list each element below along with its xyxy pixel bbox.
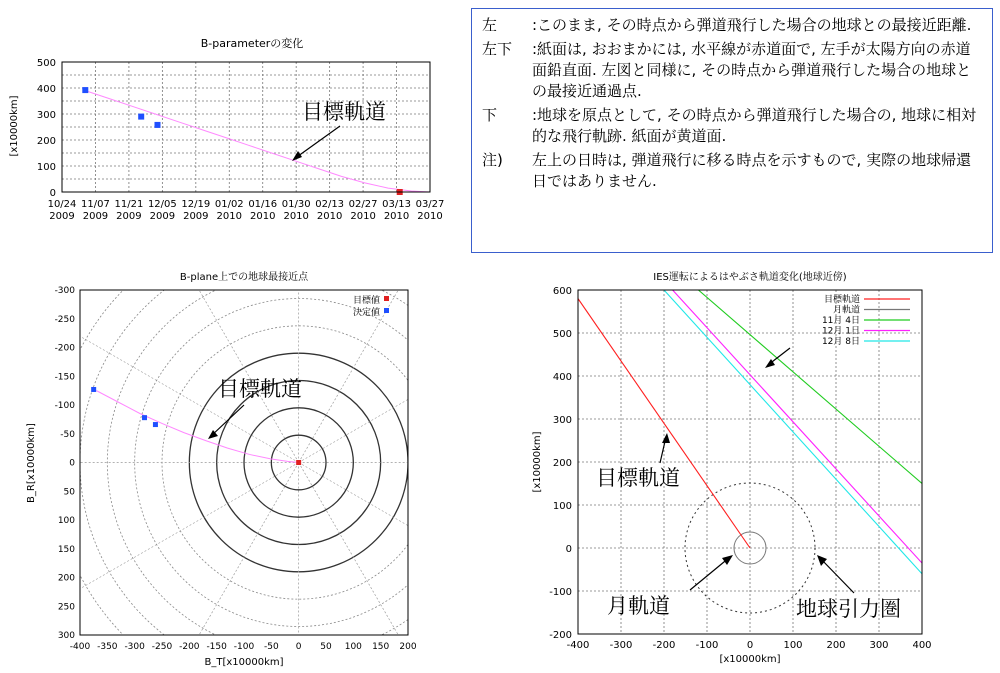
- chart2-ytick-label: -200: [54, 343, 75, 354]
- chart3-annotation-moon: 月軌道: [607, 594, 670, 618]
- chart1-xtick-label: 03/27: [415, 199, 445, 210]
- chart3-legend: [822, 293, 910, 347]
- chart2-ytick-label: -150: [54, 372, 75, 383]
- chart2-annotation: 目標軌道: [218, 377, 302, 401]
- chart3-gravity-arrow: [820, 558, 854, 593]
- chart1-xtick-year: 2009: [149, 211, 176, 222]
- chart1-ytick-label: 200: [36, 136, 56, 147]
- legend-determined-label: 決定値: [352, 308, 380, 318]
- chart1-xtick-year: 2010: [417, 211, 443, 222]
- chart3-title: IES運転によるはやぶさ軌道変化(地球近傍): [653, 272, 847, 283]
- chart1-ytick-label: 100: [36, 162, 56, 173]
- chart2-xtick-label: -250: [151, 642, 173, 652]
- note-caution-key: 注): [482, 151, 503, 169]
- chart1-xtick-year: 2009: [49, 211, 75, 222]
- chart3-xtick-label: 200: [826, 640, 846, 651]
- chart1-xtick-year: 2010: [350, 211, 376, 222]
- chart3-xtick-label: -100: [695, 640, 719, 651]
- chart1-data-point: [138, 114, 144, 120]
- chart1-xtick-label: 02/27: [348, 199, 378, 210]
- chart2-ytick-label: -300: [54, 286, 75, 296]
- chart1-ytick-label: 500: [36, 58, 56, 69]
- chart2-xlabel: B_T[x10000km]: [204, 657, 284, 668]
- chart1-xtick-year: 2009: [183, 211, 209, 222]
- chart1-data-point: [154, 122, 160, 128]
- chart3-ylabel: [x10000km]: [532, 431, 543, 493]
- chart1-xtick-label: 01/30: [281, 199, 311, 210]
- chart2-data-point: [153, 422, 158, 427]
- chart3-ytick-label: 300: [552, 415, 572, 426]
- chart3-xtick-label: 300: [869, 640, 889, 651]
- chart1-xtick-label: 03/13: [382, 199, 411, 210]
- chart3-legend-label: 月軌道: [832, 305, 860, 316]
- chart3-ytick-label: 500: [552, 329, 572, 340]
- chart3-ytick-label: -100: [549, 587, 572, 598]
- chart2-xtick-label: -350: [97, 642, 118, 652]
- chart2-xtick-label: -300: [124, 642, 145, 652]
- ies-trajectory-chart: [500, 253, 1000, 673]
- chart2-xtick-label: -150: [206, 642, 227, 652]
- chart1-xtick-year: 2010: [316, 211, 343, 222]
- chart3-xlabel: [x10000km]: [719, 654, 781, 665]
- chart1-title: B-parameterの変化: [200, 37, 304, 50]
- chart3-legend-label: 12月 8日: [821, 337, 860, 347]
- chart2-xtick-label: 0: [295, 642, 302, 652]
- chart1-xtick-label: 11/07: [81, 199, 110, 210]
- b-plane-chart: [0, 253, 470, 673]
- chart1-xtick-label: 01/02: [214, 199, 244, 210]
- chart3-ytick-label: 400: [552, 372, 572, 383]
- chart1-xtick-label: 12/05: [147, 199, 177, 210]
- chart1-xtick-year: 2010: [216, 211, 242, 222]
- note-caution-text: 左上の日時は, 弾道飛行に移る時点を示すもので, 実際の地球帰還日ではありません.: [532, 151, 972, 190]
- chart1-xtick-year: 2009: [116, 211, 142, 222]
- chart2-xtick-label: -100: [233, 642, 255, 652]
- chart3-legend-label: 11月 4日: [821, 316, 860, 326]
- chart2-ytick-label: 300: [57, 631, 75, 641]
- chart1-ylabel: [x10000km]: [9, 95, 20, 157]
- chart3-xtick-label: -200: [652, 640, 676, 651]
- chart2-xtick-label: 200: [399, 642, 417, 652]
- note-bottom-left-text: :紙面は, おおまかには, 水平線が赤道面で, 左手が太陽方向の赤道面鉛直面. 左図と同様に, その時点から弾道飛行した場合の地球との最接近通過点.: [532, 40, 972, 100]
- chart1-annotation-arrowhead: [292, 151, 302, 161]
- chart1-data-point: [82, 87, 88, 93]
- chart2-xtick-label: 50: [320, 642, 332, 652]
- chart2-radial-line: [299, 253, 470, 463]
- chart3-xtick-label: -300: [609, 640, 633, 651]
- chart2-range-ring: [80, 253, 470, 673]
- chart1-xtick-year: 2010: [383, 211, 410, 222]
- chart2-ylabel: B_R[x10000km]: [26, 423, 37, 503]
- chart3-legend-label: 12月 1日: [821, 326, 860, 337]
- chart1-xtick-label: 11/21: [114, 199, 144, 210]
- note-left-text: :このまま, その時点から弾道飛行した場合の地球との最接近距離.: [532, 16, 972, 34]
- chart3-ytick-label: -200: [549, 630, 572, 641]
- chart2-annotation-arrow: [210, 405, 244, 437]
- note-bottom: [482, 105, 982, 147]
- notes-box: [471, 8, 993, 253]
- chart3-target-arrowhead: [662, 433, 670, 443]
- chart3-moon-arrow: [690, 557, 730, 590]
- chart1-xtick-label: 01/16: [248, 199, 278, 210]
- chart2-data-point: [142, 415, 147, 420]
- chart2-data-point: [91, 387, 96, 392]
- chart3-xtick-label: 100: [783, 640, 803, 651]
- chart2-radial-line: [299, 253, 470, 463]
- chart2-ytick-label: 50: [63, 487, 75, 498]
- chart1-xtick-year: 2009: [82, 211, 109, 222]
- legend-determined-marker: [384, 308, 389, 313]
- chart2-data-point: [296, 460, 301, 465]
- chart3-ytick-label: 600: [552, 286, 572, 297]
- chart1-xtick-year: 2010: [283, 211, 309, 222]
- chart3-xtick-label: -400: [566, 640, 590, 651]
- chart2-xtick-label: -200: [179, 642, 200, 652]
- note-left: [482, 15, 982, 36]
- chart3-annotation-gravity: 地球引力圏: [796, 597, 901, 621]
- note-caution: [482, 150, 982, 192]
- chart3-ytick-label: 100: [552, 501, 572, 512]
- chart3-ytick-label: 200: [552, 458, 572, 469]
- chart3-xtick-label: 400: [912, 640, 932, 651]
- chart2-ytick-label: 250: [57, 602, 75, 613]
- chart2-ytick-label: -100: [54, 401, 75, 411]
- legend-target-label: 目標値: [352, 296, 380, 306]
- chart1-xtick-label: 12/19: [181, 199, 211, 210]
- chart2-xtick-label: -400: [69, 642, 91, 652]
- b-parameter-chart: [0, 0, 470, 230]
- chart3-annotation-target: 目標軌道: [596, 466, 680, 490]
- chart2-xtick-label: -50: [263, 642, 279, 652]
- note-bottom-left: [482, 39, 982, 102]
- chart3-moon-arrowhead: [722, 555, 733, 565]
- chart2-ytick-label: 150: [57, 544, 75, 555]
- chart2-ytick-label: 200: [57, 573, 75, 584]
- chart1-xtick-year: 2010: [250, 211, 276, 222]
- legend-target-marker: [384, 296, 389, 301]
- chart2-ytick-label: 0: [69, 458, 75, 469]
- chart2-trajectory-line: [96, 391, 298, 463]
- note-left-key: 左: [482, 16, 498, 34]
- chart3-legend-label: 目標軌道: [823, 295, 860, 305]
- chart1-ytick-label: 300: [36, 110, 56, 121]
- chart2-xtick-label: 150: [372, 642, 390, 652]
- chart2-ytick-label: -250: [54, 314, 75, 325]
- chart3-series-line: [698, 290, 922, 484]
- chart2-legend: [353, 294, 389, 318]
- note-bottom-text: :地球を原点として, その時点から弾道飛行した場合の, 地球に相対的な飛行軌跡. 紙面が黄道面.: [532, 106, 977, 145]
- chart1-annotation-arrow: [294, 126, 340, 159]
- note-bottom-left-key: 左下: [482, 40, 513, 58]
- chart2-xtick-label: 100: [344, 642, 362, 652]
- chart1-annotation: 目標軌道: [302, 100, 386, 124]
- chart2-ytick-label: 100: [57, 516, 75, 526]
- chart1-xtick-label: 02/13: [315, 199, 345, 210]
- chart3-ytick-label: 0: [565, 544, 572, 555]
- chart2-title: B-plane上での地球最接近点: [179, 272, 309, 283]
- chart3-xtick-label: 0: [746, 640, 754, 651]
- note-bottom-key: 下: [482, 106, 498, 124]
- chart1-xtick-label: 10/24: [47, 199, 77, 210]
- chart1-ytick-label: 0: [49, 188, 56, 199]
- chart2-ytick-label: -50: [60, 429, 75, 440]
- chart1-ytick-label: 400: [36, 84, 56, 95]
